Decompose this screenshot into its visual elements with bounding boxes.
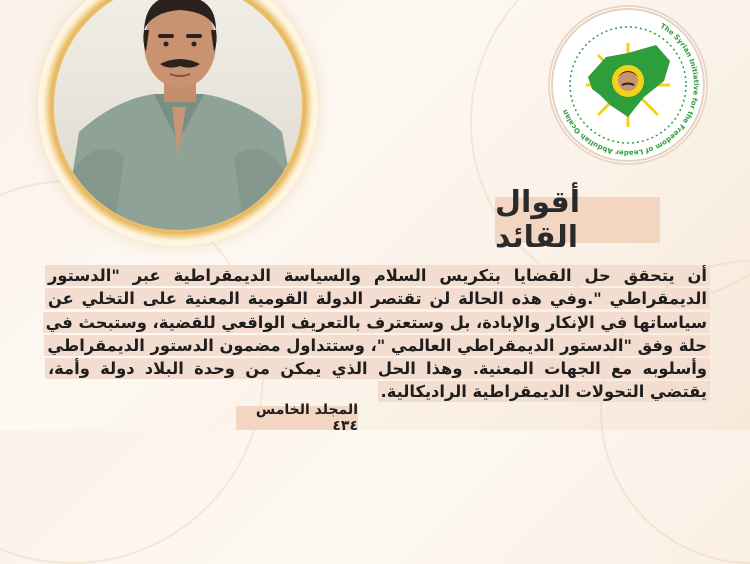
- organization-logo: [548, 5, 708, 165]
- quote-text: [45, 264, 710, 404]
- quote-body: أن يتحقق حل القضايا بتكريس السلام والسياسة الديمقراطية عبر "الدستور الديمقراطي ".وفي هذه الحالة لن تقتصر الدولة القومية المعنية على التخلي عن سياساتها في الإنكار والإبادة، بل وستعترف بالتعريف الواقعي للقضية، وستبحث في حلة وفق "الدستور الديمقراطي العالمي "، وستتداول مضمون الدستور الديمقراطي وأسلوبه مع الجهات المعنية. وهذا الحل الذي يمكن من وحدة البلاد دولة وأمة، يقتضي التحولات الديمقراطية الراديكالية.: [43, 265, 710, 402]
- source-reference: المجلد الخامس ٤٣٤: [236, 406, 358, 430]
- logo-ring-text: The Syrian Initiative for the Freedom of Leader Abdullah Ocalan: [560, 21, 700, 158]
- logo-graphic: [548, 5, 708, 165]
- quotes-title: أقوال القائد: [495, 197, 660, 243]
